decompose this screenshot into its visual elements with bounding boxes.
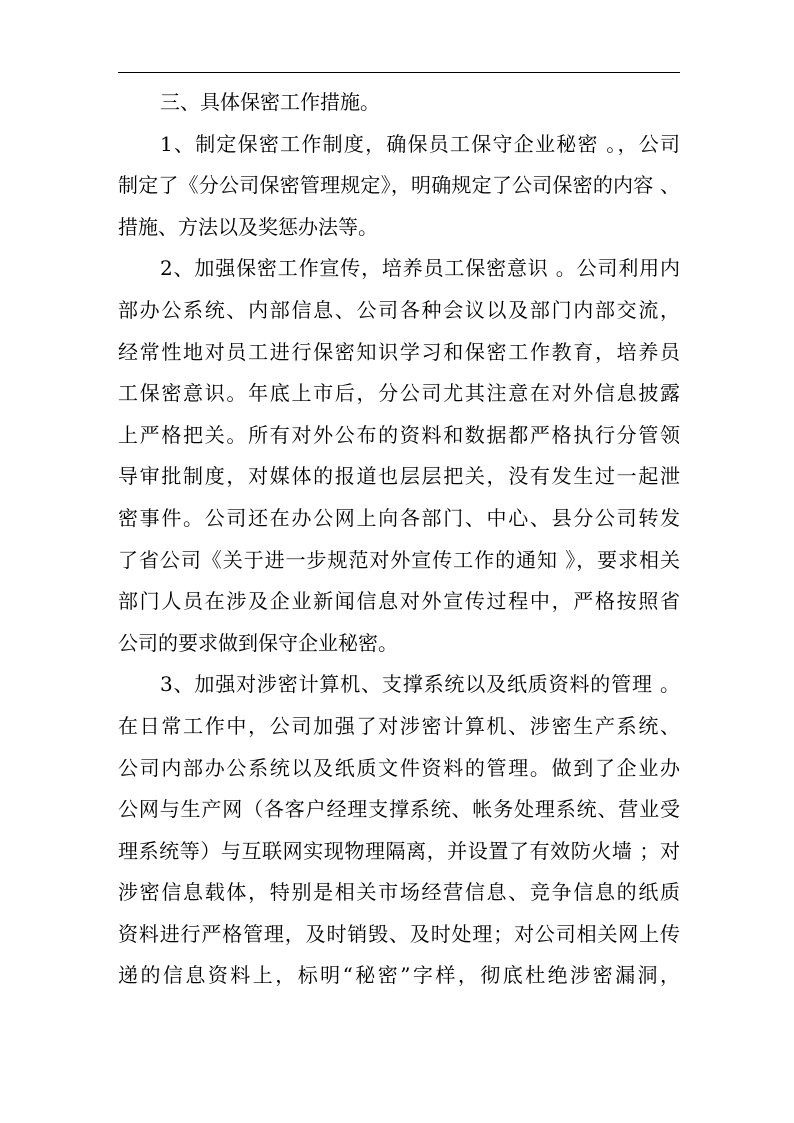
paragraph-line: 3、加强对涉密计算机、支撑系统以及纸质资料的管理 。: [160, 672, 680, 697]
paragraph-line: 了省公司《关于进一步规范对外宣传工作的通知 》，要求相关: [118, 547, 680, 572]
paragraph-line: 公司内部办公系统以及纸质文件资料的管理。做到了企业办: [118, 755, 680, 780]
paragraph-3: [118, 664, 680, 997]
paragraph-line: 制定了《分公司保密管理规定》，明确规定了公司保密的内容 、: [118, 173, 680, 198]
paragraph-line: 上严格把关。所有对外公布的资料和数据都严格执行分管领: [118, 422, 680, 447]
paragraph-line: 理系统等）与互联网实现物理隔离，并设置了有效防火墙 ；对: [118, 838, 680, 863]
paragraph-line: 经常性地对员工进行保密知识学习和保密工作教育，培养员: [118, 339, 680, 364]
paragraph-line: 涉密信息载体，特别是相关市场经营信息、竞争信息的纸质: [118, 880, 680, 905]
paragraph-line: 密事件。公司还在办公网上向各部门、中心、县分公司转发: [118, 505, 680, 530]
paragraph-1: [118, 124, 680, 249]
paragraph-line: 1、制定保密工作制度，确保员工保守企业秘密 。，公司: [160, 131, 680, 156]
header-rule: [118, 72, 680, 73]
paragraph-line: 2、加强保密工作宣传，培养员工保密意识 。公司利用内: [160, 256, 680, 281]
paragraph-line: 资料进行严格管理，及时销毁、及时处理；对公司相关网上传: [118, 921, 680, 946]
paragraph-line: 部门人员在涉及企业新闻信息对外宣传过程中，严格按照省: [118, 589, 680, 614]
paragraph-line: 部办公系统、内部信息、公司各种会议以及部门内部交流，: [118, 297, 680, 322]
paragraph-line: 公网与生产网（各客户经理支撑系统、帐务处理系统、营业受: [118, 797, 680, 822]
paragraph-line: 递的信息资料上，标明“秘密”字样，彻底杜绝涉密漏洞，: [118, 963, 680, 988]
document-body: [118, 82, 680, 997]
paragraph-line: 在日常工作中，公司加强了对涉密计算机、涉密生产系统、: [118, 713, 680, 738]
paragraph-line: 措施、方法以及奖惩办法等。: [118, 214, 378, 239]
paragraph-2: [118, 248, 680, 664]
paragraph-line: 工保密意识。年底上市后，分公司尤其注意在对外信息披露: [118, 381, 680, 406]
paragraph-line: 导审批制度，对媒体的报道也层层把关，没有发生过一起泄: [118, 464, 680, 489]
section-heading: 三、具体保密工作措施。: [160, 90, 380, 114]
paragraph-line: 公司的要求做到保守企业秘密。: [118, 630, 398, 655]
